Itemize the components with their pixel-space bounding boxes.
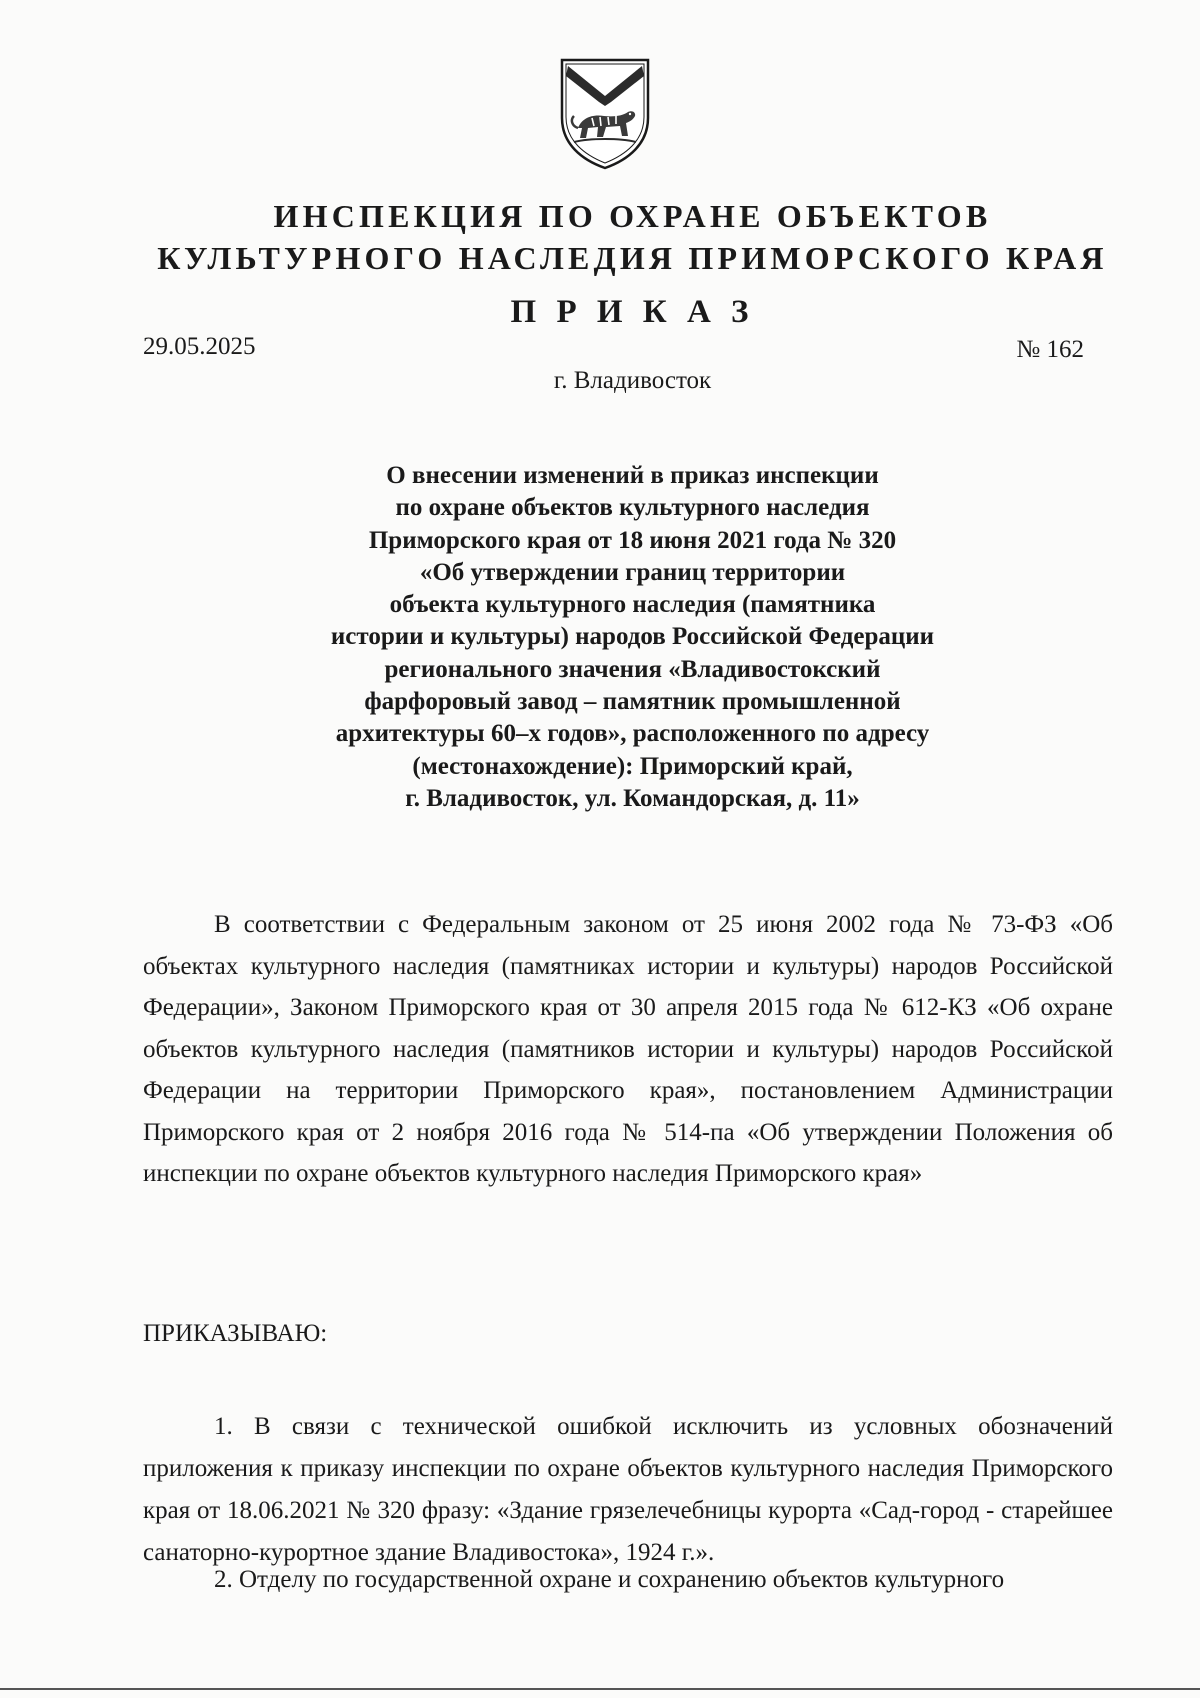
legal-basis-paragraph: В соответствии с Федеральным законом от 25 июня 2002 года № 73-ФЗ «Об объектах культурного наследия (памятниках истории и культуры) народов Российской Федерации», Законом Приморского края от 30 апреля 2015 года № 612-КЗ «Об охране объектов культурного наследия (памятников истории и культуры) народов Российской Федерации на территории Приморского края», постановлением Администрации Приморского края от 2 ноября 2016 года № 514-па «Об утверждении Положения об инспекции по охране объектов культурного наследия Приморского края» (143, 911, 1113, 1187)
document-type-title: П Р И К А З (510, 294, 755, 330)
subject-line: (местонахождение): Приморский край, (412, 752, 853, 780)
subject-line: архитектуры 60–х годов», расположенного по адресу (335, 720, 930, 748)
organization-name-line-1: ИНСПЕКЦИЯ ПО ОХРАНЕ ОБЪЕКТОВ (273, 198, 992, 234)
subject-line: истории и культуры) народов Российской Федерации (330, 623, 935, 651)
order-item-2: 2. Отделу по государственной охране и сохранению объектов культурного (214, 1566, 1005, 1593)
subject-line: О внесении изменений в приказ инспекции (386, 462, 879, 489)
document-city: г. Владивосток (553, 367, 712, 394)
organization-name-line-2: КУЛЬТУРНОГО НАСЛЕДИЯ ПРИМОРСКОГО КРАЯ (157, 240, 1108, 276)
subject-line: регионального значения «Владивостокский (384, 655, 881, 683)
subject-line: г. Владивосток, ул. Командорская, д. 11» (405, 784, 860, 812)
scan-bottom-edge (0, 1688, 1200, 1690)
order-directive-word: ПРИКАЗЫВАЮ: (143, 1320, 328, 1347)
subject-line: фарфоровый завод – памятник промышленной (364, 688, 901, 716)
coat-of-arms-emblem (556, 56, 654, 172)
subject-line: Приморского края от 18 июня 2021 года № 320 (368, 526, 897, 554)
subject-line: по охране объектов культурного наследия (395, 494, 870, 522)
subject-line: «Об утверждении границ территории (419, 558, 846, 586)
order-subject (260, 460, 1005, 815)
order-item-1: 1. В связи с технической ошибкой исключить из условных обозначений приложения к приказу инспекции по охране объектов культурного наследия Приморского края от 18.06.2021 № 320 фразу: «Здание грязелечебницы курорта «Сад-город - старейшее санаторно-курортное здание Владивостока», 1924 г.». (143, 1413, 1113, 1566)
document-number: № 162 (1016, 336, 1084, 363)
subject-line: объекта культурного наследия (памятника (389, 591, 876, 619)
document-date: 29.05.2025 (143, 333, 256, 360)
